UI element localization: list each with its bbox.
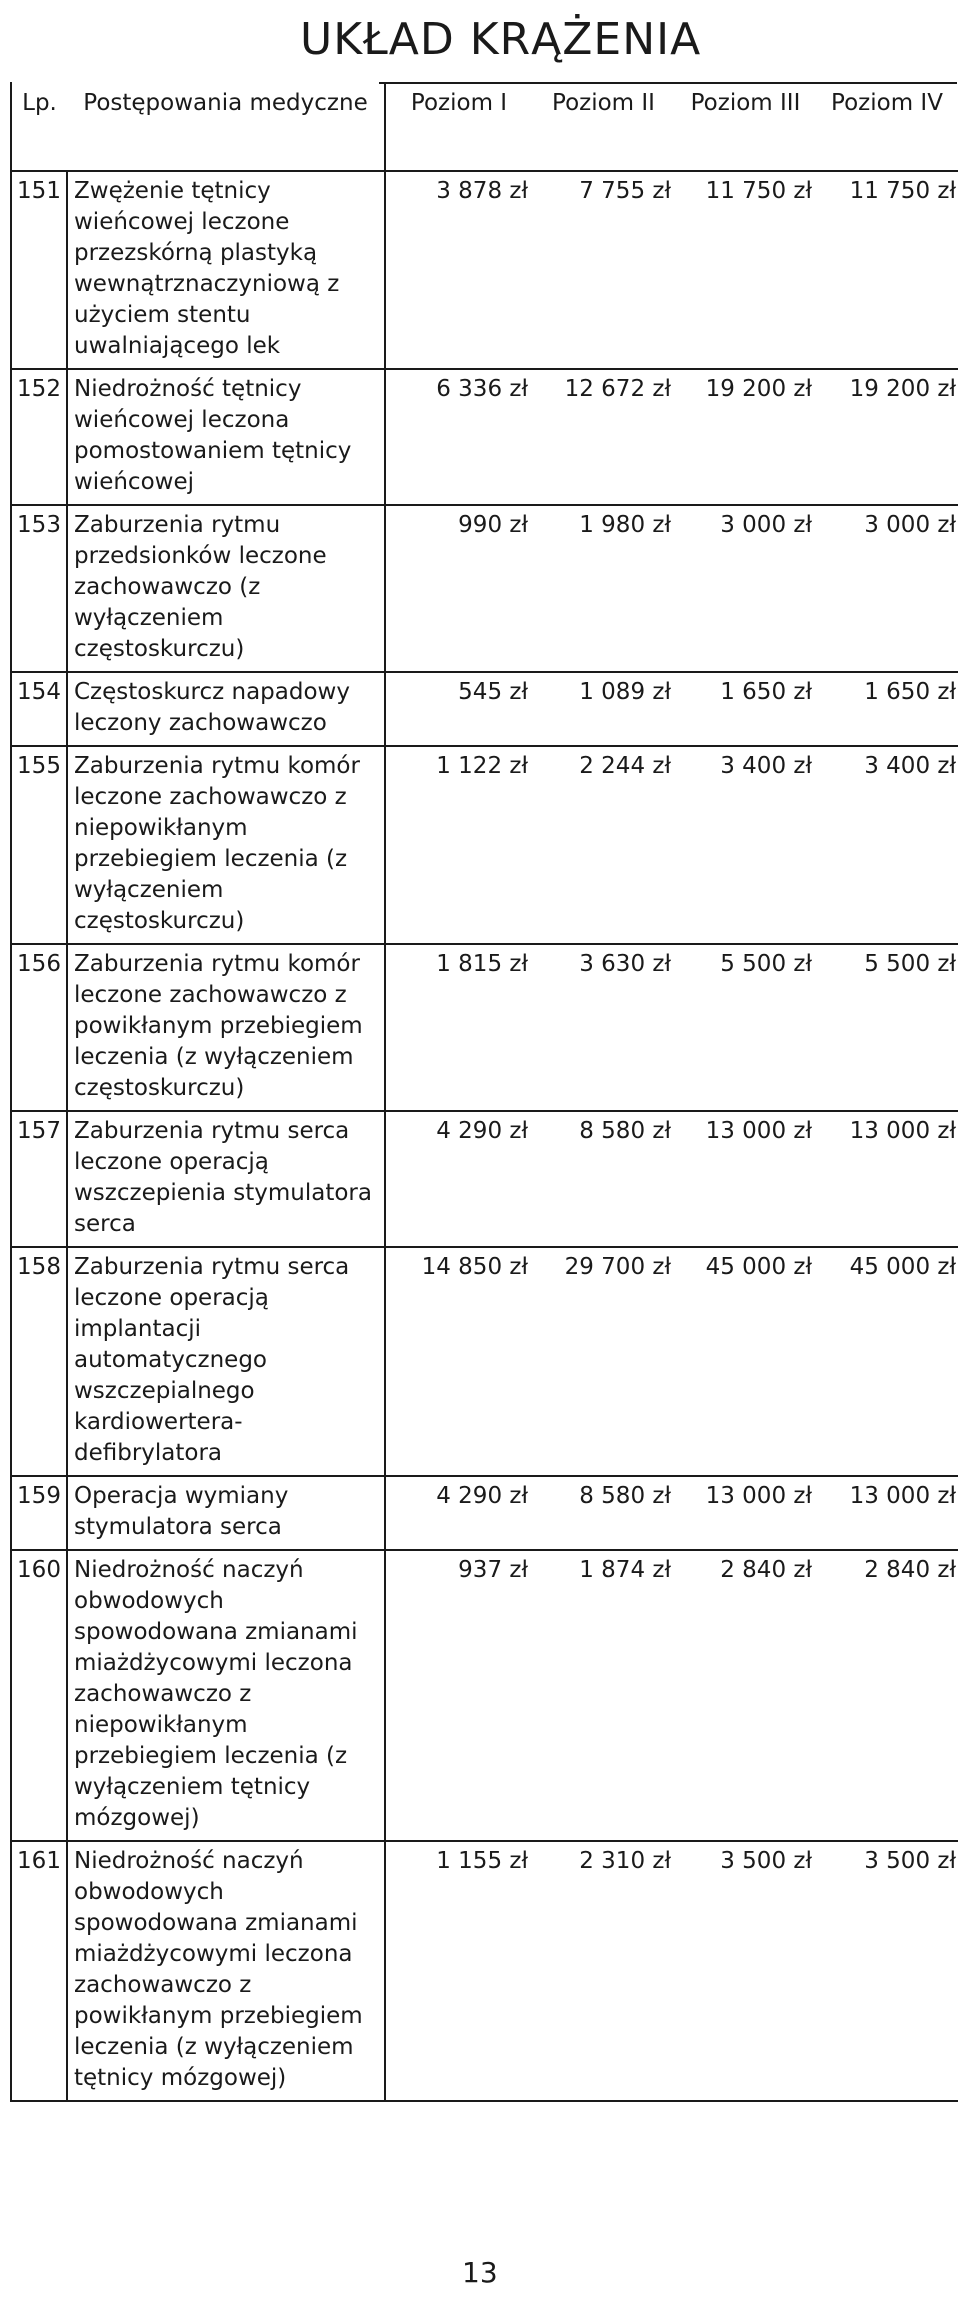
level-3-amount: 5 500 zł: [720, 951, 812, 977]
level-4-amount: 11 750 zł: [849, 178, 956, 204]
level-2-amount: 12 672 zł: [564, 376, 671, 402]
procedures-table: [10, 82, 958, 2102]
level-1-amount: 14 850 zł: [421, 1254, 528, 1280]
page-number: 13: [462, 2256, 498, 2289]
level-3-amount: 19 200 zł: [705, 376, 812, 402]
level-2-amount: 29 700 zł: [564, 1254, 671, 1280]
level-4-amount: 19 200 zł: [849, 376, 956, 402]
level-4-amount: 5 500 zł: [864, 951, 956, 977]
table-row: [11, 1111, 958, 1247]
row-number: 159: [11, 1476, 67, 1550]
row-number: 160: [11, 1550, 67, 1841]
table-row: [11, 1476, 958, 1550]
level-1-amount: 4 290 zł: [436, 1118, 528, 1144]
table-row: [11, 1247, 958, 1476]
level-3-amount: 2 840 zł: [720, 1557, 812, 1583]
table-header-row: [11, 82, 958, 171]
procedure-name: Zaburzenia rytmu serca leczone operacją wszczepienia stymulatora serca: [67, 1111, 385, 1247]
level-3-amount: 13 000 zł: [705, 1483, 812, 1509]
level-3-amount: 3 500 zł: [720, 1848, 812, 1874]
header-level-4: Poziom IV: [831, 90, 943, 116]
level-2-amount: 8 580 zł: [579, 1483, 671, 1509]
level-4-amount: 13 000 zł: [849, 1483, 956, 1509]
row-number: 154: [11, 672, 67, 746]
level-1-amount: 6 336 zł: [436, 376, 528, 402]
level-3-amount: 45 000 zł: [705, 1254, 812, 1280]
procedure-name: Niedrożność naczyń obwodowych spowodowana zmianami miażdżycowymi leczona zachowawczo z niepowikłanym przebiegiem leczenia (z wyłączeniem tętnicy mózgowej): [67, 1550, 385, 1841]
level-2-amount: 8 580 zł: [579, 1118, 671, 1144]
level-2-amount: 2 244 zł: [579, 753, 671, 779]
table-row: [11, 672, 958, 746]
header-level-3: Poziom III: [690, 90, 801, 116]
level-3-amount: 3 400 zł: [720, 753, 812, 779]
procedure-name: Zaburzenia rytmu komór leczone zachowawczo z powikłanym przebiegiem leczenia (z wyłączeniem częstoskurczu): [67, 944, 385, 1111]
level-1-amount: 3 878 zł: [436, 178, 528, 204]
procedure-name: Operacja wymiany stymulatora serca: [67, 1476, 385, 1550]
procedure-name: Niedrożność naczyń obwodowych spowodowana zmianami miażdżycowymi leczona zachowawczo z powikłanym przebiegiem leczenia (z wyłączeniem tętnicy mózgowej): [67, 1841, 385, 2101]
header-level-1: Poziom I: [410, 90, 508, 116]
level-1-amount: 4 290 zł: [436, 1483, 528, 1509]
level-2-amount: 1 980 zł: [579, 512, 671, 538]
header-lp: Lp.: [11, 82, 67, 171]
procedure-name: Zaburzenia rytmu komór leczone zachowawczo z niepowikłanym przebiegiem leczenia (z wyłączeniem częstoskurczu): [67, 746, 385, 944]
table-row: [11, 1550, 958, 1841]
level-4-amount: 3 400 zł: [864, 753, 956, 779]
table-row: [11, 1841, 958, 2101]
table-row: [11, 505, 958, 672]
procedure-name: Niedrożność tętnicy wieńcowej leczona pomostowaniem tętnicy wieńcowej: [67, 369, 385, 505]
header-procedures: Postępowania medyczne: [67, 82, 385, 171]
level-3-amount: 3 000 zł: [720, 512, 812, 538]
level-4-amount: 13 000 zł: [849, 1118, 956, 1144]
level-1-amount: 990 zł: [458, 512, 528, 538]
row-number: 153: [11, 505, 67, 672]
row-number: 161: [11, 1841, 67, 2101]
procedure-name: Zwężenie tętnicy wieńcowej leczone przezskórną plastyką wewnątrznaczyniową z użyciem stentu uwalniającego lek: [67, 171, 385, 369]
level-2-amount: 1 874 zł: [579, 1557, 671, 1583]
level-4-amount: 2 840 zł: [864, 1557, 956, 1583]
level-1-amount: 937 zł: [458, 1557, 528, 1583]
table-row: [11, 944, 958, 1111]
row-number: 152: [11, 369, 67, 505]
level-1-amount: 1 122 zł: [436, 753, 528, 779]
level-2-amount: 3 630 zł: [579, 951, 671, 977]
row-number: 156: [11, 944, 67, 1111]
row-number: 151: [11, 171, 67, 369]
level-3-amount: 11 750 zł: [705, 178, 812, 204]
row-number: 158: [11, 1247, 67, 1476]
procedure-name: Zaburzenia rytmu przedsionków leczone zachowawczo (z wyłączeniem częstoskurczu): [67, 505, 385, 672]
level-4-amount: 45 000 zł: [849, 1254, 956, 1280]
row-number: 155: [11, 746, 67, 944]
level-4-amount: 3 500 zł: [864, 1848, 956, 1874]
level-2-amount: 1 089 zł: [579, 679, 671, 705]
page-title: UKŁAD KRĄŻENIA: [300, 14, 702, 65]
level-2-amount: 7 755 zł: [579, 178, 671, 204]
level-3-amount: 13 000 zł: [705, 1118, 812, 1144]
level-1-amount: 1 155 zł: [436, 1848, 528, 1874]
table-row: [11, 369, 958, 505]
level-2-amount: 2 310 zł: [579, 1848, 671, 1874]
level-1-amount: 545 zł: [458, 679, 528, 705]
level-1-amount: 1 815 zł: [436, 951, 528, 977]
level-4-amount: 3 000 zł: [864, 512, 956, 538]
procedure-name: Częstoskurcz napadowy leczony zachowawczo: [67, 672, 385, 746]
table-row: [11, 171, 958, 369]
level-4-amount: 1 650 zł: [864, 679, 956, 705]
procedure-name: Zaburzenia rytmu serca leczone operacją implantacji automatycznego wszczepialnego kardiowertera-defibrylatora: [67, 1247, 385, 1476]
table-row: [11, 746, 958, 944]
level-3-amount: 1 650 zł: [720, 679, 812, 705]
row-number: 157: [11, 1111, 67, 1247]
header-level-2: Poziom II: [552, 90, 655, 116]
